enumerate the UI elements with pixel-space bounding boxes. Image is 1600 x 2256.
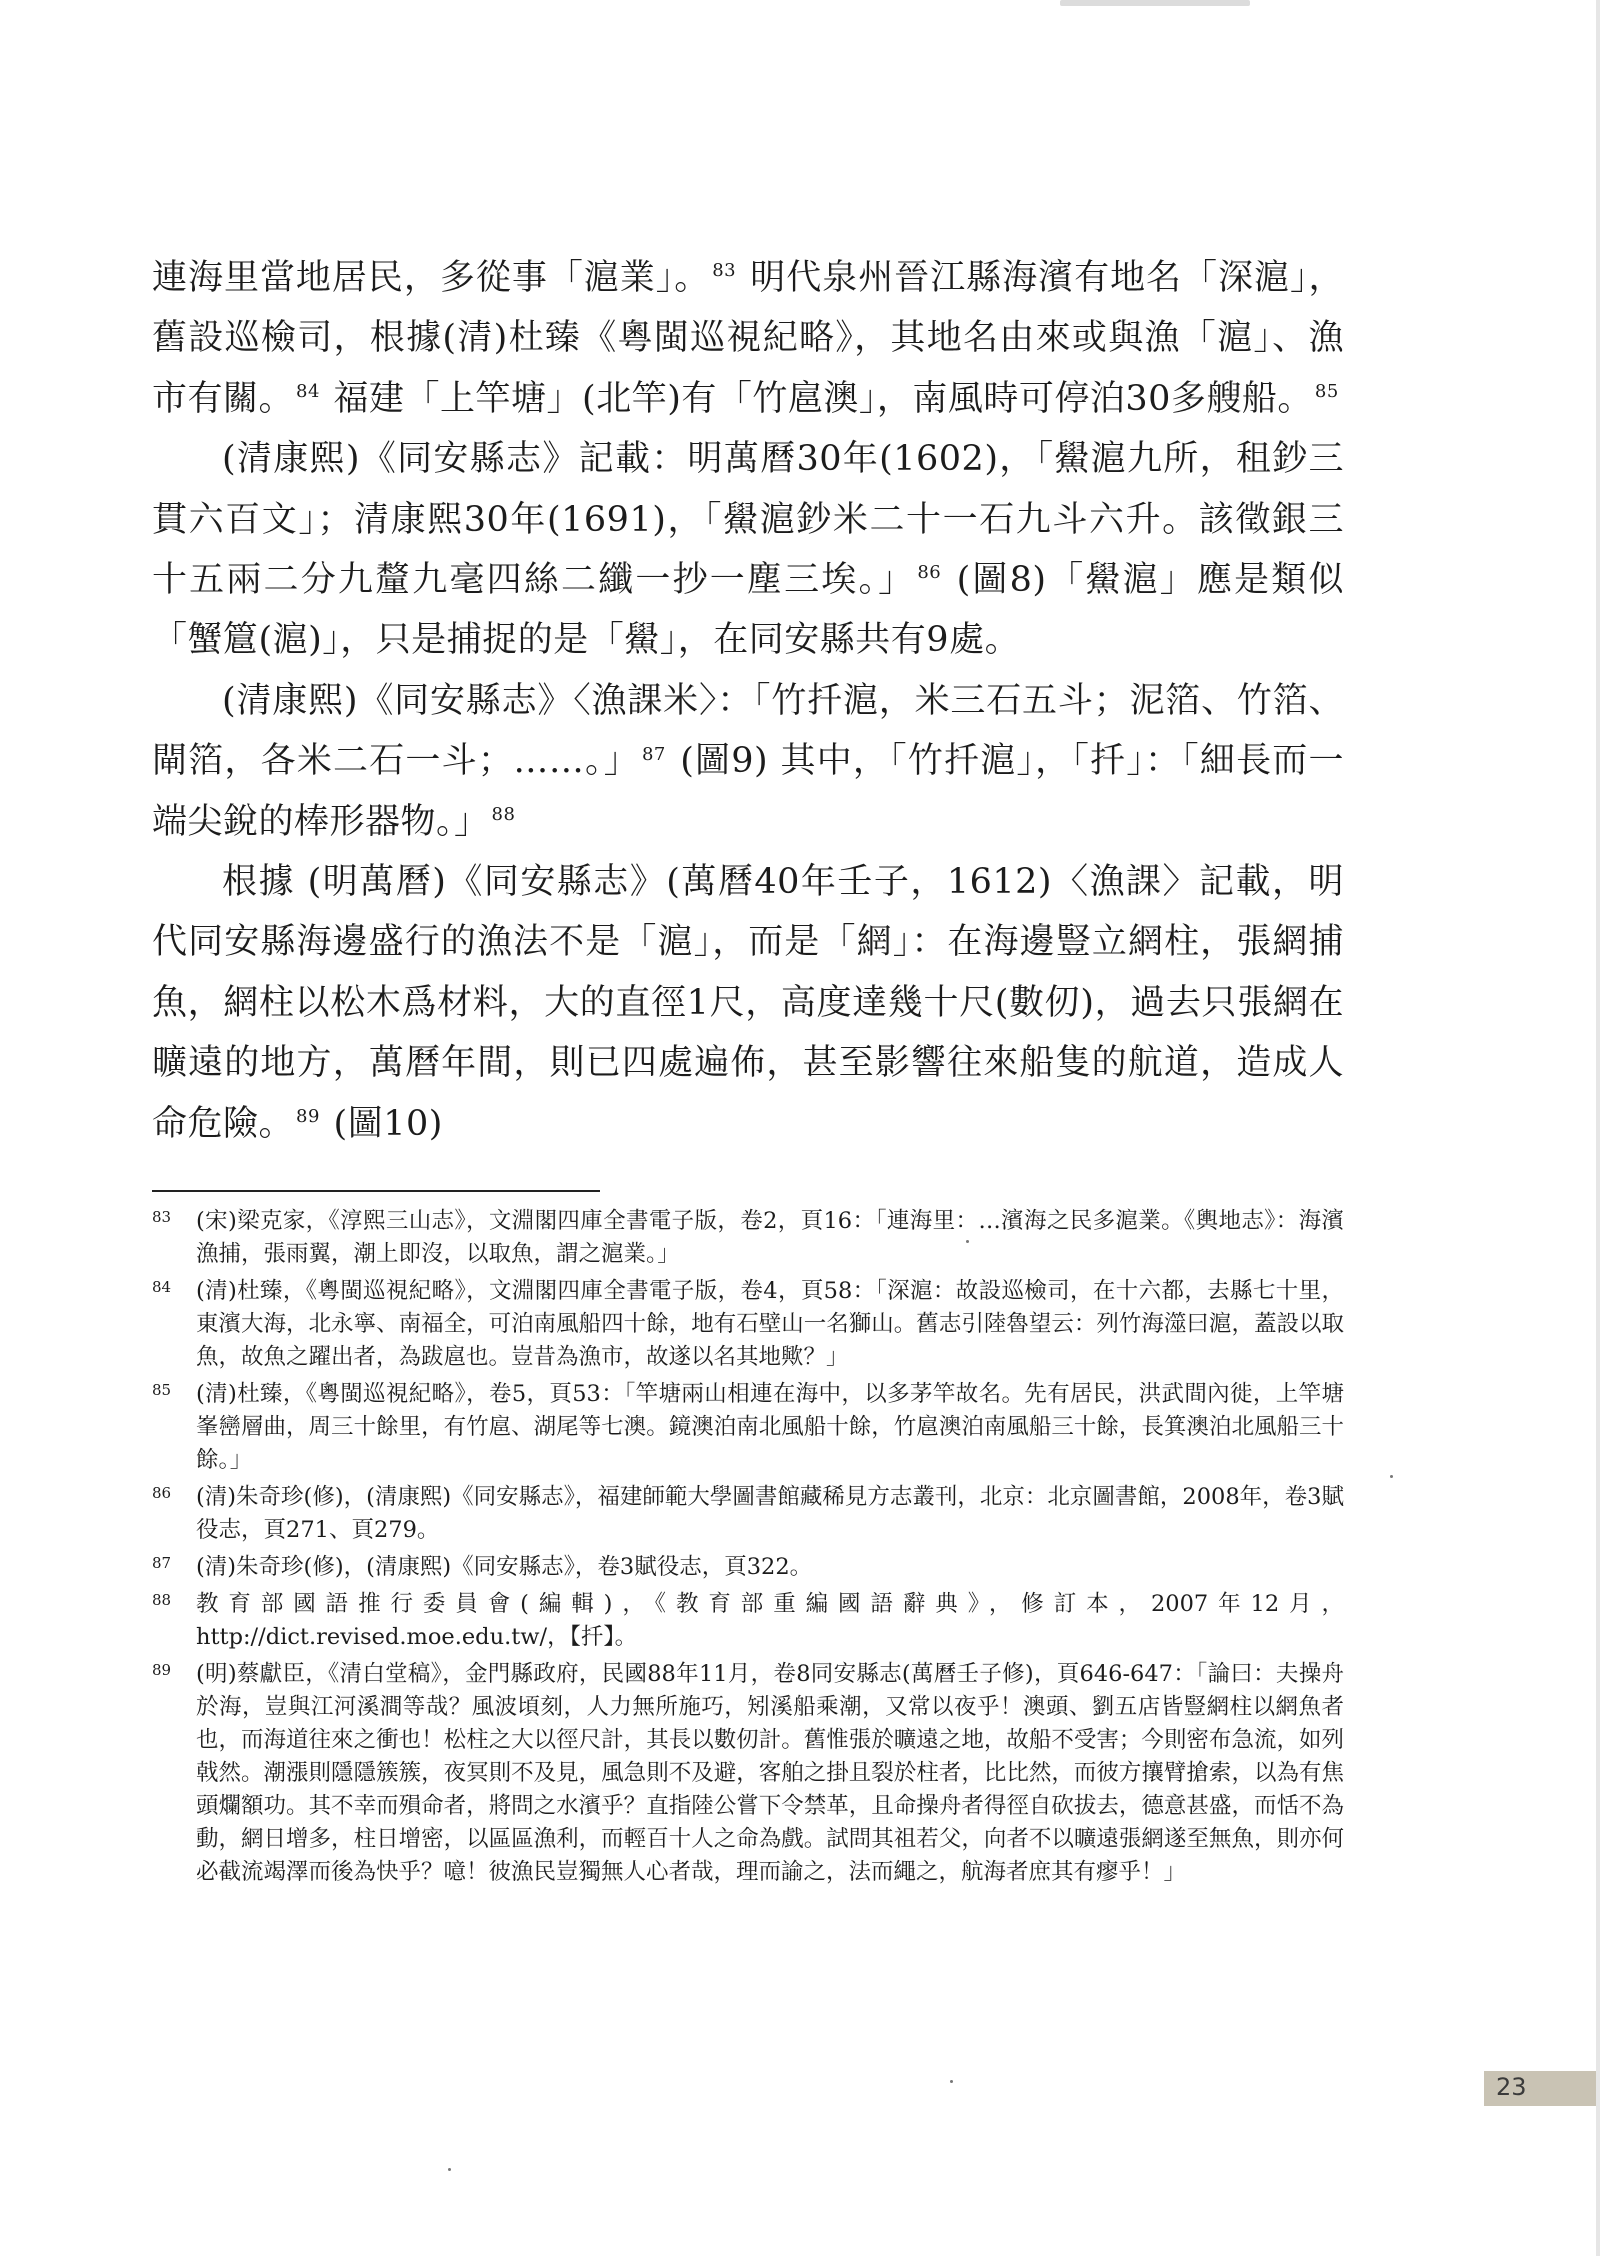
footnote-number: 85: [152, 1381, 172, 1399]
footnote-text: (清)朱奇珍(修)，(清康熙)《同安縣志》，福建師範大學圖書館藏稀見方志叢刊，北京：北京圖書館，2008年，卷3賦役志，頁271、頁279。: [196, 1484, 1344, 1543]
body-paragraph: [152, 671, 1344, 852]
footnote: [152, 1481, 1344, 1547]
paragraph-text: (圖10): [321, 1103, 443, 1144]
footnote: [152, 1551, 1344, 1584]
footnote-number: 88: [152, 1591, 172, 1609]
footnote: [152, 1205, 1344, 1271]
footnote: [152, 1378, 1344, 1477]
body-paragraph: [152, 852, 1344, 1154]
footnote-number: 86: [152, 1484, 172, 1502]
footnote-number: 84: [152, 1278, 172, 1296]
scan-speck: [950, 2080, 953, 2083]
footnote-marker: 88: [491, 804, 516, 825]
scan-speck: [448, 2168, 451, 2171]
footnote: [152, 1275, 1344, 1374]
paragraph-text: (圖8)「鱟滬」應是類似「蟹簄(滬)」，只是捕捉的是「鱟」，在同安縣共有9處。: [152, 560, 1344, 661]
footnote-marker: 85: [1314, 381, 1339, 403]
paragraph-text: 連海里當地居民，多從事「滬業」。: [152, 258, 711, 298]
footnote-marker: 84: [296, 381, 320, 403]
footnote: [152, 1658, 1344, 1889]
body-text: [152, 248, 1344, 1154]
footnote-marker: 87: [641, 743, 666, 765]
scan-right-edge: [1596, 0, 1600, 2256]
footnote-text: 教育部國語推行委員會(編輯)，《教育部重編國語辭典》，修訂本，2007年12月，http://dict.revised.moe.edu.tw/，【扦】。: [196, 1591, 1344, 1650]
paragraph-text: (圖9) 其中，「竹扦滬」，「扦」：「細長而一端尖銳的棒形器物。」: [152, 741, 1344, 842]
page-number: 23: [1496, 2073, 1527, 2101]
page-number-tab: [1484, 2071, 1596, 2106]
footnote-text: (宋)梁克家，《淳熙三山志》，文淵閣四庫全書電子版，卷2，頁16：「連海里：…濱海之民多滬業。《輿地志》：海濱漁捕，張雨翼，潮上即沒，以取魚，謂之滬業。」: [196, 1208, 1344, 1267]
footnote-marker: 83: [712, 260, 737, 282]
footnote-text: (清)杜臻，《粵閩巡視紀略》，卷5，頁53：「竿塘兩山相連在海中，以多茅竿故名。先有居民，洪武間內徙，上竿塘峯巒層曲，周三十餘里，有竹扈、湖尾等七澳。鏡澳泊南北風船十餘，竹扈澳泊南風船三十餘，長箕澳泊北風船三十餘。」: [196, 1381, 1344, 1473]
footnote: [152, 1588, 1344, 1654]
footnote-number: 89: [152, 1661, 172, 1679]
footnote-number: 87: [152, 1554, 172, 1572]
paragraph-text: (清康熙)《同安縣志》記載：明萬曆30年(1602)，「鱟滬九所，租鈔三貫六百文」；清康熙30年(1691)，「鱟滬鈔米二十一石九斗六升。該徵銀三十五兩二分九釐九毫四絲二纖一抄一塵三埃。」: [152, 439, 1344, 601]
paragraph-text: 明代泉州晉江縣海濱有地名「深滬」，舊設巡檢司，根據(清)杜臻《粵閩巡視紀略》，其地名由來或與漁「滬」、漁市有關。: [152, 258, 1344, 419]
scan-speck: [966, 1240, 969, 1243]
paragraph-text: 根據 (明萬曆)《同安縣志》(萬曆40年壬子，1612)〈漁課〉記載，明代同安縣海邊盛行的漁法不是「滬」，而是「網」：在海邊豎立網柱，張網捕魚，網柱以松木爲材料，大的直徑1尺，高度達幾十尺(數仞)，過去只張網在曠遠的地方，萬曆年間，則已四處遍佈，甚至影響往來船隻的航道，造成人命危險。: [152, 862, 1344, 1144]
footnote-number: 83: [152, 1208, 172, 1226]
footnotes: [152, 1205, 1344, 1893]
body-paragraph: [152, 248, 1344, 429]
footnote-separator: [152, 1190, 600, 1192]
footnote-marker: 86: [917, 562, 942, 584]
footnote-marker: 89: [296, 1106, 320, 1128]
paragraph-text: (清康熙)《同安縣志》〈漁課米〉：「竹扦滬，米三石五斗；泥箔、竹箔、閘箔，各米二石一斗；……。」: [152, 680, 1344, 782]
footnote-text: (清)杜臻，《粵閩巡視紀略》，文淵閣四庫全書電子版，卷4，頁58：「深滬：故設巡檢司，在十六都，去縣七十里，東濱大海，北永寧、南福全，可泊南風船四十餘，地有石壁山一名獅山。舊志引陸魯望云：列竹海澨曰滬，蓋設以取魚，故魚之躍出者，為跋扈也。豈昔為漁市，故遂以名其地歟？」: [196, 1278, 1344, 1370]
footnote-text: (清)朱奇珍(修)，(清康熙)《同安縣志》，卷3賦役志，頁322。: [196, 1554, 813, 1580]
scan-speck: [1390, 1475, 1393, 1478]
body-paragraph: [152, 429, 1344, 671]
footnote-text: (明)蔡獻臣，《清白堂稿》，金門縣政府，民國88年11月，卷8同安縣志(萬曆壬子修)，頁646-647：「論曰：夫操舟於海，豈與江河溪澗等哉？風波頃刻，人力無所施巧，矧溪船乘潮，又常以夜乎！澳頭、劉五店皆豎網柱以網魚者也，而海道往來之衝也！松柱之大以徑尺計，其長以數仞計。舊惟張於曠遠之地，故船不受害；今則密布急流，如列戟然。潮漲則隱隱簇簇，夜冥則不及見，風急則不及避，客舶之掛且裂於柱者，比比然，而彼方攘臂搶索，以為有焦頭爛額功。其不幸而殞命者，將問之水濱乎？直指陸公嘗下令禁革，且命操舟者得徑自砍拔去，德意甚盛，而恬不為動，網日增多，柱日增密，以區區漁利，而輕百十人之命為戲。試問其祖若父，向者不以曠遠張網遂至無魚，則亦何必截流竭澤而後為快乎？噫！彼漁民豈獨無人心者哉，理而諭之，法而繩之，航海者庶其有瘳乎！」: [196, 1661, 1344, 1885]
paragraph-text: 福建「上竿塘」(北竿)有「竹扈澳」，南風時可停泊30多艘船。: [321, 378, 1313, 419]
scan-top-mark: [1060, 0, 1250, 6]
